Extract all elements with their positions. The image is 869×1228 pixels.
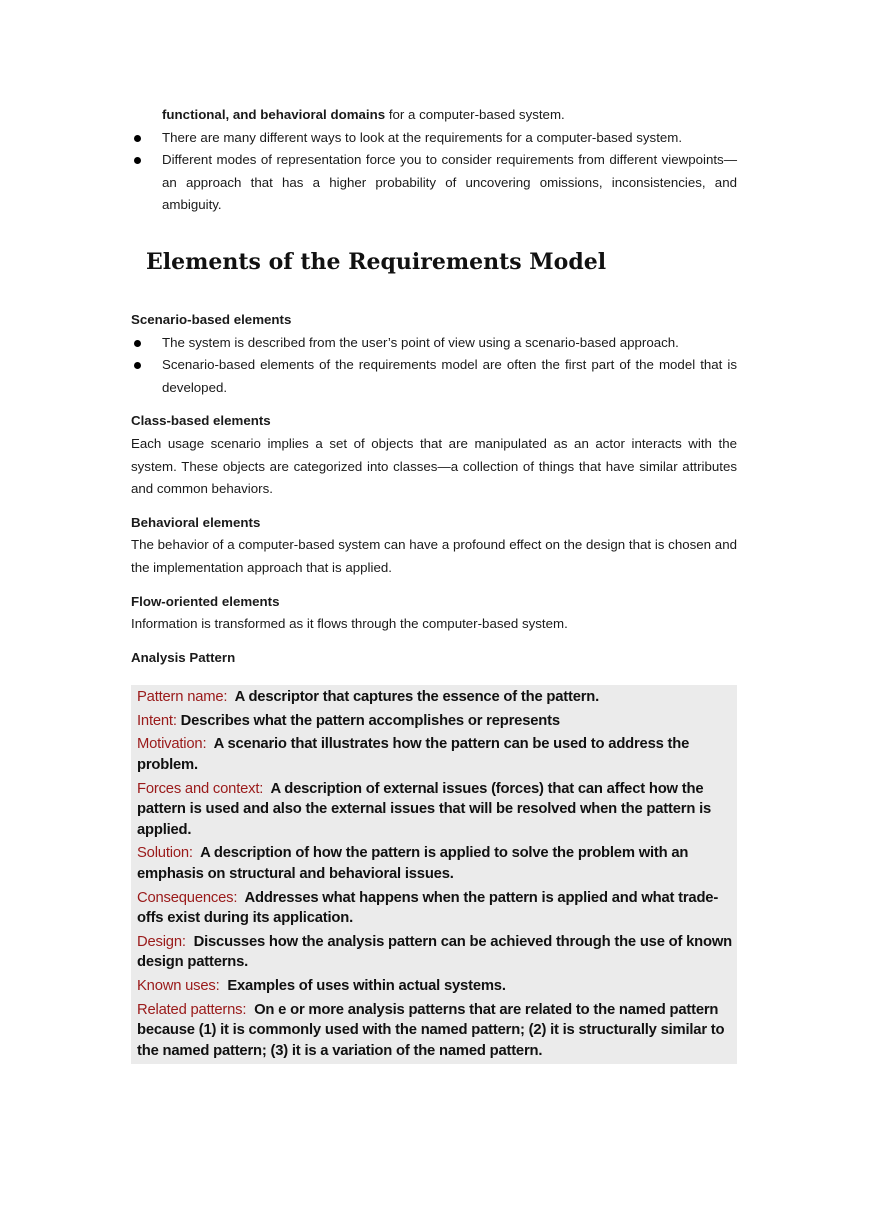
behavioral-heading: Behavioral elements — [131, 514, 261, 530]
flow-heading: Flow-oriented elements — [131, 593, 280, 609]
pattern-entry-label: Pattern name: — [137, 689, 228, 706]
intro-lead-rest: for a computer-based system. — [385, 107, 565, 122]
pattern-entry-text: Addresses what happens when the pattern is applied and what trade-offs exist during its application. — [137, 889, 719, 927]
pattern-entry — [137, 711, 733, 732]
flow-text: Information is transformed as it flows through the computer-based system. — [131, 616, 568, 632]
pattern-entry-label: Solution: — [137, 845, 193, 862]
behavioral-text: The behavior of a computer-based system can have a profound effect on the design that is chosen and the implementation approach that is applied. — [131, 537, 737, 575]
pattern-entry — [137, 734, 733, 775]
intro-bullet — [131, 149, 737, 217]
pattern-entry-text: Discusses how the analysis pattern can be achieved through the use of known design patterns. — [137, 933, 732, 971]
bullet-dot-icon — [134, 340, 141, 347]
bullet-dot-icon — [134, 157, 141, 164]
pattern-entry-label: Intent: — [137, 712, 177, 729]
pattern-entry-text: Examples of uses within actual systems. — [227, 978, 506, 994]
document-page — [131, 104, 737, 1064]
pattern-entry-text: A description of external issues (forces) that can affect how the pattern is used and also the external issues that will be resolved when the pattern is applied. — [137, 780, 712, 838]
pattern-entry-text: A descriptor that captures the essence of the pattern. — [234, 689, 600, 706]
scenario-heading: Scenario-based elements — [131, 311, 292, 327]
pattern-entry — [137, 687, 733, 708]
section-title: Elements of the Requirements Model — [146, 248, 607, 275]
class-based-heading: Class-based elements — [131, 413, 271, 429]
scenario-bullet-text: The system is described from the user’s point of view using a scenario-based approach. — [162, 334, 679, 350]
pattern-entry-text: A description of how the pattern is applied to solve the problem with an emphasis on structural and behavioral issues. — [137, 845, 689, 883]
pattern-entry — [137, 888, 733, 929]
scenario-bullet — [131, 332, 737, 355]
pattern-entry — [137, 932, 733, 973]
intro-bullet-text: Different modes of representation force you to consider requirements from different viewpoints—an approach that has a higher probability of uncovering omissions, inconsistencies, and ambiguity. — [162, 152, 737, 213]
pattern-entry-label: Design: — [137, 933, 186, 950]
intro-bullet — [131, 127, 737, 150]
pattern-entry — [137, 976, 733, 997]
pattern-entry — [137, 843, 733, 884]
bullet-dot-icon — [134, 362, 141, 369]
scenario-bullet — [131, 354, 737, 399]
pattern-entry-label: Forces and context: — [137, 780, 264, 797]
pattern-entry-text: On e or more analysis patterns that are related to the named pattern because (1) it is commonly used with the named pattern; (2) it is structurally similar to the named pattern; (3) it is a variation of the named pattern. — [137, 1001, 725, 1059]
pattern-entry-text: A scenario that illustrates how the pattern can be used to address the problem. — [137, 736, 690, 774]
pattern-entry-text: Describes what the pattern accomplishes or represents — [180, 712, 560, 729]
intro-lead-bold: functional, and behavioral domains — [162, 107, 386, 122]
intro-continuation — [131, 104, 737, 127]
intro-bullet-text: There are many different ways to look at the requirements for a computer-based system. — [162, 129, 683, 145]
pattern-entry-label: Related patterns: — [137, 1001, 247, 1018]
bullet-dot-icon — [134, 135, 141, 142]
class-based-text: Each usage scenario implies a set of objects that are manipulated as an actor interacts with the system. These objects are categorized into classes—a collection of things that have similar attributes and common behaviors. — [131, 435, 737, 497]
pattern-entry — [137, 1000, 733, 1062]
pattern-entry-label: Known uses: — [137, 978, 220, 994]
pattern-entry-label: Motivation: — [137, 736, 207, 753]
scenario-bullet-text: Scenario-based elements of the requirements model are often the first part of the model that is developed. — [162, 357, 737, 395]
analysis-pattern-heading: Analysis Pattern — [131, 649, 236, 665]
pattern-entry — [137, 779, 733, 841]
pattern-entry-label: Consequences: — [137, 889, 238, 906]
analysis-pattern-box — [131, 685, 737, 1064]
